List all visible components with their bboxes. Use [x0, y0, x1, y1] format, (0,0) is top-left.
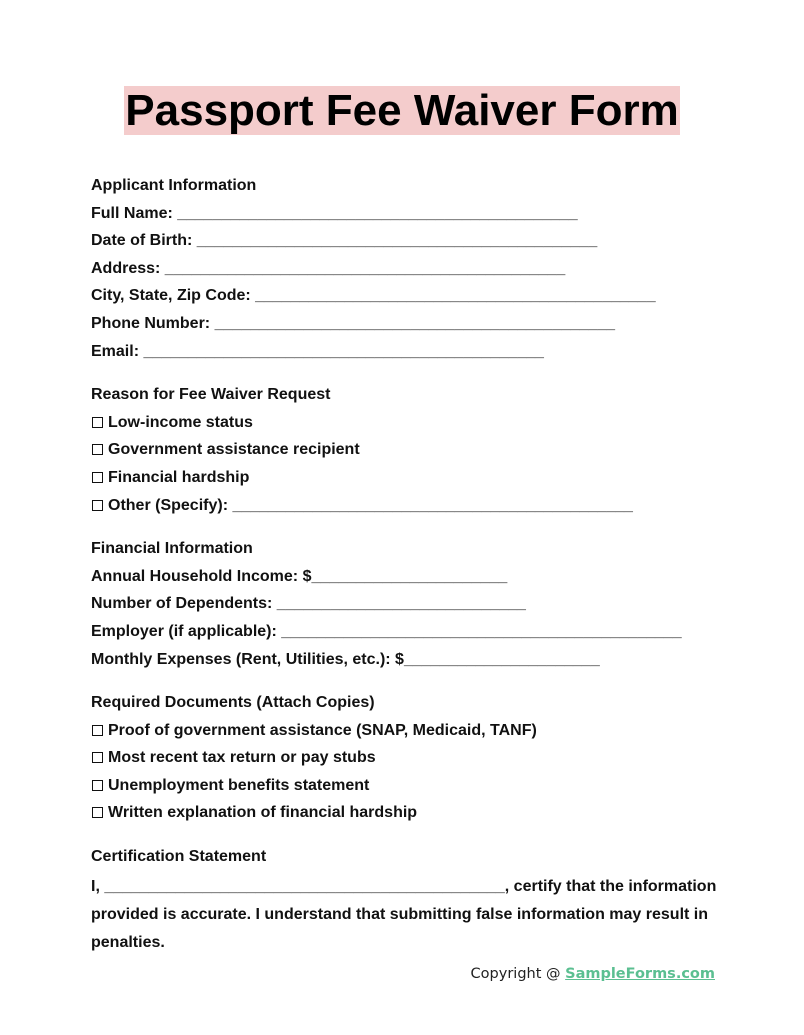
checkbox-icon[interactable]	[92, 752, 103, 763]
form-body	[91, 174, 721, 973]
field-label: Monthly Expenses (Rent, Utilities, etc.): $	[91, 650, 404, 668]
certification-text: , certify that the information provided is accurate. I understand that submitting false information may result in penalties.	[91, 877, 717, 951]
annual-income-blank[interactable]: ______________________	[311, 567, 508, 585]
section-heading: Applicant Information	[91, 177, 257, 194]
checkbox-icon[interactable]	[92, 444, 103, 455]
field-label: Address:	[91, 259, 165, 277]
address-blank[interactable]: _____________________________________________	[164, 259, 566, 277]
option-label: Financial hardship	[108, 468, 250, 486]
option-label: Proof of government assistance (SNAP, Medicaid, TANF)	[108, 721, 537, 739]
option-label: Low-income status	[108, 413, 253, 431]
monthly-expenses-blank[interactable]: ______________________	[403, 650, 600, 668]
checkbox-icon[interactable]	[92, 780, 103, 791]
title-container	[0, 86, 804, 135]
reason-option-low-income[interactable]	[91, 411, 721, 439]
full-name-blank[interactable]: _____________________________________________	[177, 204, 578, 222]
page-title: Passport Fee Waiver Form	[125, 86, 679, 135]
checkbox-icon[interactable]	[92, 725, 103, 736]
option-label: Government assistance recipient	[108, 441, 360, 459]
document-option-tax-return[interactable]	[91, 746, 721, 774]
section-applicant-information	[91, 174, 721, 367]
checkbox-icon[interactable]	[92, 500, 103, 511]
checkbox-icon[interactable]	[92, 807, 103, 818]
full-name-field[interactable]	[91, 202, 721, 230]
section-heading: Reason for Fee Waiver Request	[91, 386, 331, 404]
section-heading: Required Documents (Attach Copies)	[91, 694, 375, 712]
date-of-birth-field[interactable]	[91, 229, 721, 257]
document-option-unemployment[interactable]	[91, 774, 721, 802]
address-field[interactable]	[91, 257, 721, 285]
dependents-field[interactable]	[91, 592, 721, 620]
field-label: Annual Household Income: $	[91, 567, 312, 585]
field-label: Phone Number:	[91, 314, 215, 332]
option-label: Other (Specify): _____________________________________________	[108, 496, 633, 514]
phone-number-field[interactable]	[91, 312, 721, 340]
certification-prefix: I,	[91, 877, 105, 895]
field-label: City, State, Zip Code:	[91, 287, 256, 305]
field-label: Number of Dependents:	[91, 595, 277, 613]
field-label: Date of Birth:	[91, 232, 197, 250]
reason-option-financial-hardship[interactable]	[91, 466, 721, 494]
certification-name-blank[interactable]: _____________________________________________	[104, 877, 505, 895]
email-field[interactable]	[91, 340, 721, 368]
section-reason	[91, 383, 721, 521]
field-label: Email:	[91, 342, 144, 360]
dependents-blank[interactable]: ____________________________	[276, 595, 526, 613]
date-of-birth-blank[interactable]: _____________________________________________	[196, 232, 598, 250]
section-financial-information	[91, 537, 721, 675]
option-label: Unemployment benefits statement	[108, 776, 370, 794]
section-required-documents	[91, 691, 721, 829]
sampleforms-link[interactable]: SampleForms.com	[565, 966, 715, 982]
annual-income-field[interactable]	[91, 565, 721, 593]
employer-field[interactable]	[91, 620, 721, 648]
phone-number-blank[interactable]: _____________________________________________	[214, 314, 615, 332]
reason-option-other[interactable]	[91, 494, 721, 522]
copyright-text: Copyright @	[470, 966, 566, 982]
document-option-government-assistance[interactable]	[91, 719, 721, 747]
field-label: Employer (if applicable):	[91, 622, 282, 640]
option-label: Most recent tax return or pay stubs	[108, 749, 376, 767]
field-label: Full Name:	[91, 204, 178, 222]
checkbox-icon[interactable]	[92, 417, 103, 428]
checkbox-icon[interactable]	[92, 472, 103, 483]
reason-option-government-assistance[interactable]	[91, 438, 721, 466]
section-heading: Financial Information	[91, 540, 253, 558]
document-option-hardship-explanation[interactable]	[91, 801, 721, 829]
section-heading: Certification Statement	[91, 848, 267, 866]
email-blank[interactable]: _____________________________________________	[143, 342, 544, 360]
monthly-expenses-field[interactable]	[91, 648, 721, 676]
section-certification	[91, 845, 721, 957]
city-state-zip-field[interactable]	[91, 284, 721, 312]
certification-statement	[91, 873, 721, 957]
copyright-footer	[471, 966, 715, 982]
city-state-zip-blank[interactable]: _____________________________________________	[255, 287, 656, 305]
option-label: Written explanation of financial hardship	[108, 804, 418, 822]
employer-blank[interactable]: _____________________________________________	[281, 622, 682, 640]
